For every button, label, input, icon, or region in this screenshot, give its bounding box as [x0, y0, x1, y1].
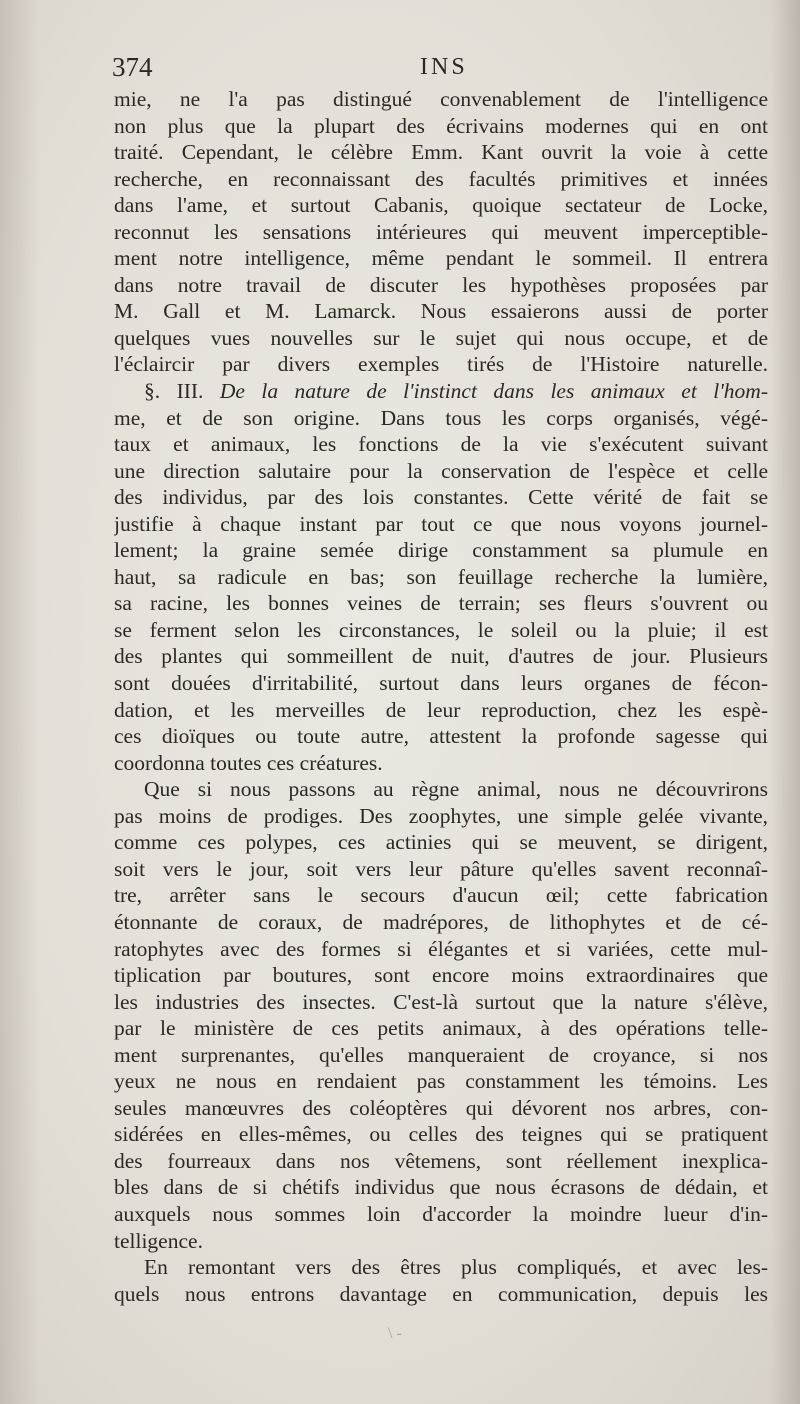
text-line: dans notre travail de discuter les hypothèses proposées par	[114, 272, 768, 297]
text-line: M. Gall et M. Lamarck. Nous essaierons aussi de porter	[114, 299, 768, 324]
text-line: soit vers le jour, soit vers leur pâture qu'elles savent reconnaî-	[114, 856, 768, 881]
text-line: sidérées en elles-mêmes, ou celles des teignes qui se pratiquent	[114, 1122, 768, 1147]
text-line: les industries des insectes. C'est-là surtout que la nature s'élève,	[114, 989, 768, 1014]
text-line: ces dioïques ou toute autre, attestent la profonde sagesse qui	[114, 724, 768, 749]
text-line: coordonna toutes ces créatures.	[114, 750, 383, 775]
text-line: pas moins de prodiges. Des zoophytes, une simple gelée vivante,	[114, 803, 768, 828]
running-head: INS	[420, 54, 468, 80]
text-line: auxquels nous sommes loin d'accorder la moindre lueur d'in-	[114, 1201, 768, 1226]
text-line: dans l'ame, et surtout Cabanis, quoique sectateur de Locke,	[114, 193, 768, 218]
text-line: par le ministère de ces petits animaux, à des opérations telle-	[114, 1016, 768, 1041]
footer-mark: \ -	[388, 1325, 402, 1342]
text-line: se ferment selon les circonstances, le soleil ou la pluie; il est	[114, 617, 768, 642]
text-line: ment surprenantes, qu'elles manqueraient de croyance, si nos	[114, 1042, 768, 1067]
text-line: haut, sa radicule en bas; son feuillage recherche la lumière,	[114, 564, 768, 589]
section-number: §. III.	[144, 379, 220, 404]
text-line: quelques vues nouvelles sur le sujet qui nous occupe, et de	[114, 325, 768, 350]
text-line: tre, arrêter sans le secours d'aucun œil; cette fabrication	[114, 883, 768, 908]
text-line: telligence.	[114, 1228, 203, 1253]
text-line: des individus, par des lois constantes. Cette vérité de fait se	[114, 485, 768, 510]
section-heading-line	[114, 378, 768, 405]
text-line: dation, et les merveilles de leur reproduction, chez les espè-	[114, 697, 768, 722]
text-line: ment notre intelligence, même pendant le sommeil. Il entrera	[114, 246, 768, 271]
text-line: bles dans de si chétifs individus que nous écrasons de dédain, et	[114, 1175, 768, 1200]
text-line: traité. Cependant, le célèbre Emm. Kant ouvrit la voie à cette	[114, 140, 768, 165]
page-shadow-left	[0, 0, 40, 1404]
text-line: sont douées d'irritabilité, surtout dans leurs organes de fécon-	[114, 671, 768, 696]
text-line: tiplication par boutures, sont encore moins extraordinaires que	[114, 963, 768, 988]
section-title: De la nature de l'instinct dans les animaux et l'hom-	[219, 379, 768, 404]
page-shadow-right	[770, 0, 800, 1404]
body-text	[114, 86, 768, 1307]
text-line: seules manœuvres des coléoptères qui dévorent nos arbres, con-	[114, 1095, 768, 1120]
text-line: mie, ne l'a pas distingué convenablement de l'intelligence	[114, 87, 768, 111]
text-line: l'éclaircir par divers exemples tirés de l'Histoire naturelle.	[114, 352, 768, 377]
text-line: me, et de son origine. Dans tous les corps organisés, végé-	[114, 405, 768, 430]
text-line: comme ces polypes, ces actinies qui se meuvent, se dirigent,	[114, 830, 768, 855]
text-line: étonnante de coraux, de madrépores, de lithophytes et de cé-	[114, 909, 768, 934]
text-line: des plantes qui sommeillent de nuit, d'autres de jour. Plusieurs	[114, 644, 768, 669]
paragraph-start-line: Que si nous passons au règne animal, nous ne découvrirons	[144, 777, 768, 802]
text-line: yeux ne nous en rendaient pas constamment les témoins. Les	[114, 1069, 768, 1094]
page-number: 374	[112, 52, 153, 82]
text-line: reconnut les sensations intérieures qui meuvent imperceptible-	[114, 219, 768, 244]
text-line: recherche, en reconnaissant des facultés primitives et innées	[114, 166, 768, 191]
text-line: quels nous entrons davantage en communication, depuis les	[114, 1281, 768, 1306]
text-line: ratophytes avec des formes si élégantes et si variées, cette mul-	[114, 936, 768, 961]
text-line: non plus que la plupart des écrivains modernes qui en ont	[114, 113, 768, 138]
paragraph-start-line: En remontant vers des êtres plus compliqués, et avec les-	[144, 1255, 768, 1280]
text-line: lement; la graine semée dirige constamment sa plumule en	[114, 538, 768, 563]
text-line: des fourreaux dans nos vêtemens, sont réellement inexplica-	[114, 1148, 768, 1173]
text-line: sa racine, les bonnes veines de terrain; ses fleurs s'ouvrent ou	[114, 591, 768, 616]
text-line: justifie à chaque instant par tout ce que nous voyons journel-	[114, 511, 768, 536]
text-line: une direction salutaire pour la conservation de l'espèce et celle	[114, 458, 768, 483]
text-line: taux et animaux, les fonctions de la vie s'exécutent suivant	[114, 432, 768, 457]
